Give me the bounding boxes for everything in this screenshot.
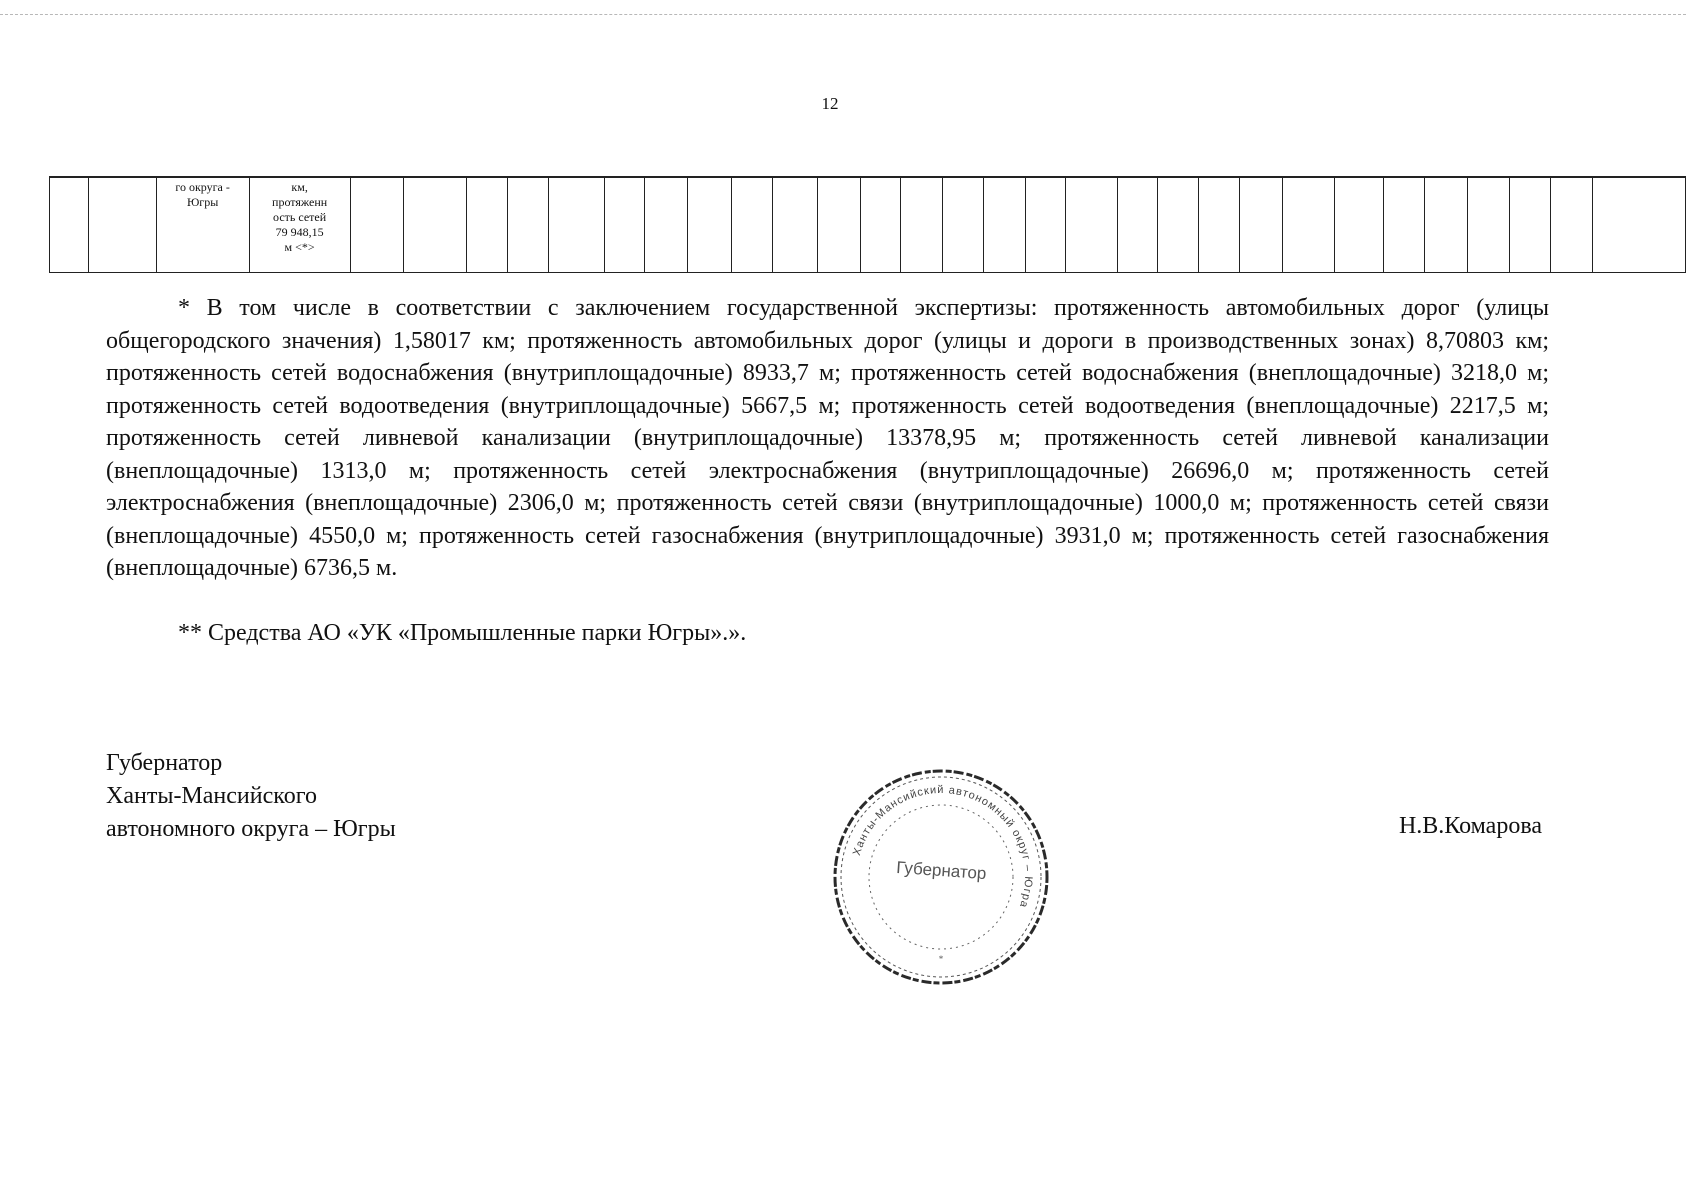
- svg-text:*: *: [938, 954, 944, 964]
- table-cell-empty: [1066, 177, 1118, 273]
- table-cell-empty: [403, 177, 466, 273]
- official-seal-stamp: [830, 766, 1052, 988]
- table-cell-empty: [1118, 177, 1158, 273]
- table-cell-empty: [549, 177, 604, 273]
- table-cell-empty: [350, 177, 403, 273]
- table-cell-empty: [1468, 177, 1510, 273]
- table-cell-empty: [1550, 177, 1592, 273]
- table-cell-empty: [732, 177, 773, 273]
- footnote-double-asterisk: ** Средства АО «УК «Промышленные парки Югры».».: [178, 620, 747, 646]
- seal-ring-text: Ханты-Мансийский автономный округ – Югра: [850, 783, 1035, 910]
- table-cell-empty: [1335, 177, 1384, 273]
- footnote-single-asterisk: * В том числе в соответствии с заключением государственной экспертизы: протяженность автомобильных дорог (улицы общегородского значения) 1,58017 км; протяженность автомобильных дорог (улицы и дороги в производственных зонах) 8,70803 км; протяженность сетей водоснабжения (внутриплощадочные) 8933,7 м; протяженность сетей водоснабжения (внеплощадочные) 3218,0 м; протяженность сетей водоотведения (внутриплощадочные) 5667,5 м; протяженность сетей водоотведения (внеплощадочные) 2217,5 м; протяженность сетей ливневой канализации (внутриплощадочные) 13378,95 м; протяженность сетей ливневой канализации (внеплощадочные) 1313,0 м; протяженность сетей электроснабжения (внутриплощадочные) 26696,0 м; протяженность сетей электроснабжения (внеплощадочные) 2306,0 м; протяженность сетей связи (внутриплощадочные) 1000,0 м; протяженность сетей связи (внеплощадочные) 4550,0 м; протяженность сетей газоснабжения (внутриплощадочные) 3931,0 м; протяженность сетей газоснабжения (внеплощадочные) 6736,5 м.: [106, 295, 1549, 581]
- seal-center-text: Губернатор: [895, 857, 988, 884]
- table-cell-empty: [1158, 177, 1199, 273]
- table-cell-empty: [1425, 177, 1468, 273]
- table-cell-empty: [1592, 177, 1685, 273]
- table-cell-empty: [1383, 177, 1425, 273]
- table-cell-empty: [942, 177, 983, 273]
- table-cell-empty: [772, 177, 817, 273]
- page-number: 12: [821, 94, 839, 113]
- signatory-title-line-3: автономного округа – Югры: [106, 816, 396, 842]
- table-cell-empty: [1509, 177, 1550, 273]
- table-cell-empty: [860, 177, 900, 273]
- table-cell-empty: [604, 177, 644, 273]
- table-cell-empty: [645, 177, 688, 273]
- table-cell-empty: [466, 177, 507, 273]
- table-cell-empty: [507, 177, 549, 273]
- table-cell-length: км, протяженн ость сетей 79 948,15 м <*>: [249, 177, 350, 273]
- table-cell-empty: [1240, 177, 1283, 273]
- signatory-title-line-1: Губернатор: [106, 750, 223, 776]
- continuation-table: [49, 176, 1686, 273]
- table-cell-empty: [818, 177, 861, 273]
- table-cell-empty: [50, 177, 89, 273]
- table-row: [50, 177, 1686, 273]
- table-cell-empty: [983, 177, 1026, 273]
- table-cell-district: го округа - Югры: [156, 177, 249, 273]
- table-cell-empty: [1283, 177, 1335, 273]
- signatory-title-line-2: Ханты-Мансийского: [106, 783, 317, 809]
- scan-edge-line: [0, 14, 1686, 15]
- signer-name: Н.В.Комарова: [1398, 813, 1542, 839]
- table-cell-empty: [1026, 177, 1066, 273]
- table-cell-empty: [687, 177, 731, 273]
- table-cell-empty: [89, 177, 156, 273]
- table-cell-empty: [900, 177, 942, 273]
- table-cell-empty: [1199, 177, 1240, 273]
- signatory-block: [106, 747, 396, 846]
